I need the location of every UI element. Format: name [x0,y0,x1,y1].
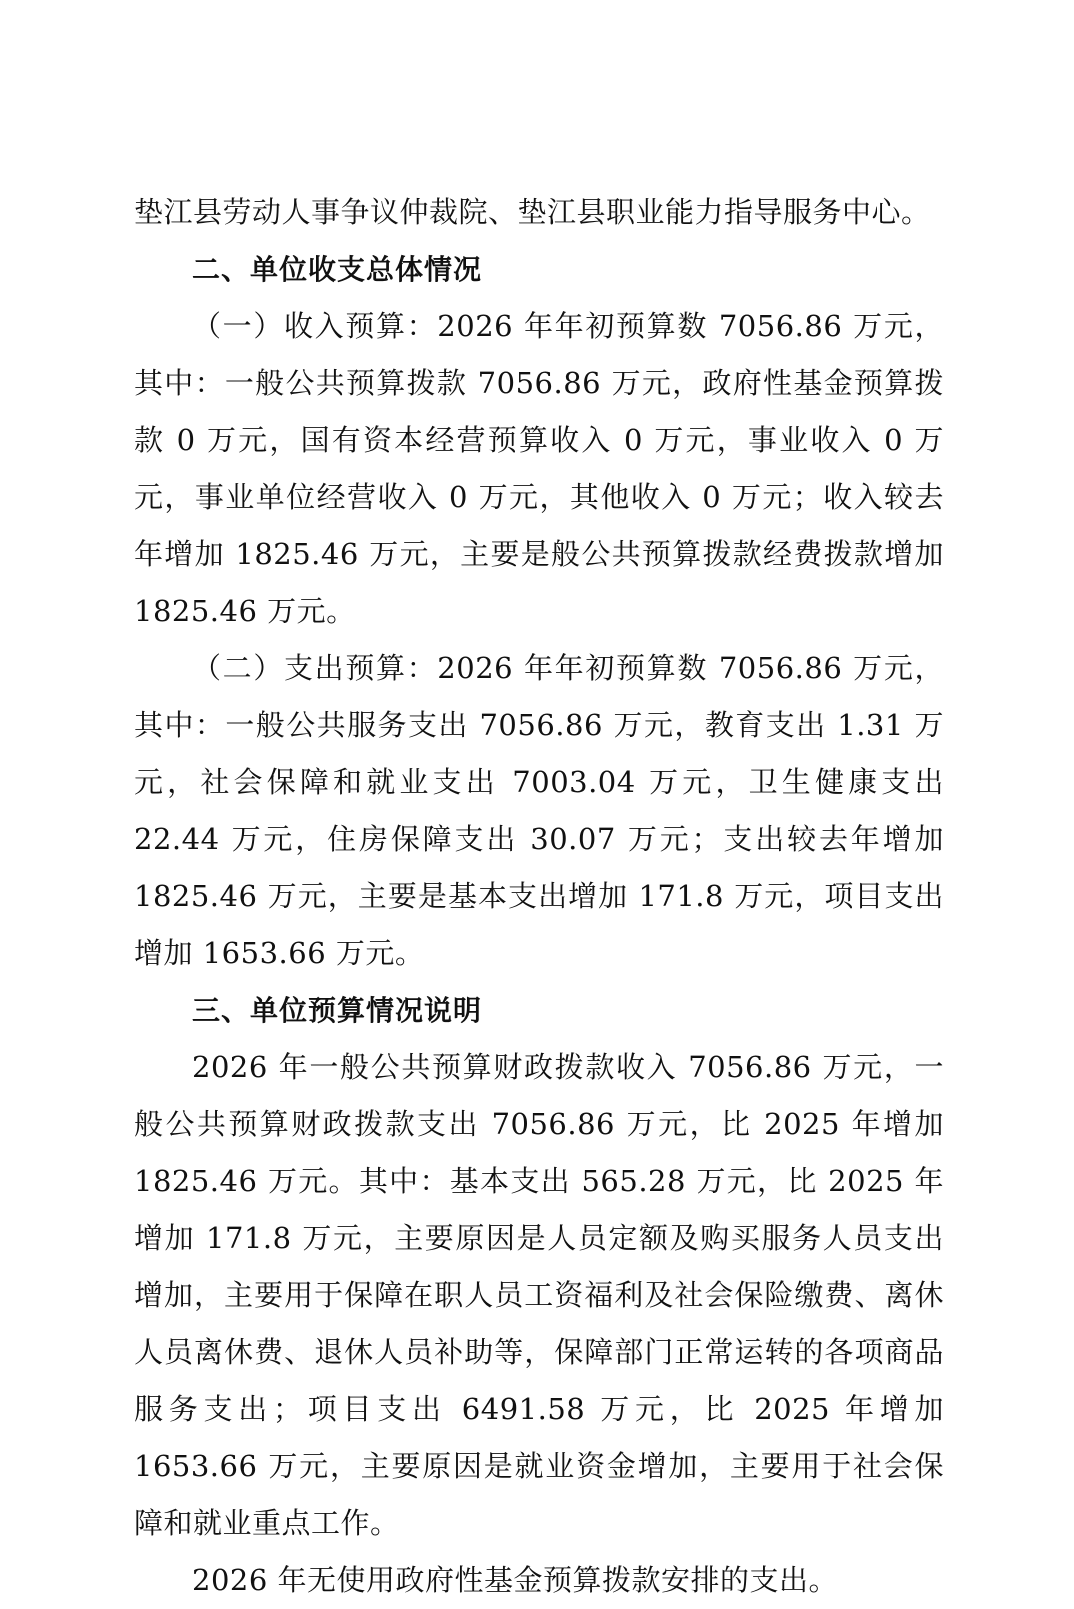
heading-income-expense-overview: 二、单位收支总体情况 [192,253,483,286]
paragraph-government-fund: 2026 年无使用政府性基金预算拨款安排的支出。 [192,1563,839,1597]
document-body [134,184,944,1609]
paragraph-expense-budget: （二）支出预算：2026 年年初预算数 7056.86 万元，其中：一般公共服务支出 7056.86 万元，教育支出 1.31 万元，社会保障和就业支出 7003.04 万元，卫生健康支出 22.44 万元，住房保障支出 30.07 万元；支出较去年增加 1825.46 万元，主要是基本支出增加 171.8 万元，项目支出增加 1653.66 万元。 [134,651,944,970]
paragraph-income-budget: （一）收入预算：2026 年年初预算数 7056.86 万元，其中：一般公共预算拨款 7056.86 万元，政府性基金预算拨款 0 万元，国有资本经营预算收入 0 万元，事业收入 0 万元，事业单位经营收入 0 万元，其他收入 0 万元；收入较去年增加 1825.46 万元，主要是般公共预算拨款经费拨款增加 1825.46 万元。 [134,309,944,628]
paragraph-unit-list-end: 垫江县劳动人事争议仲裁院、垫江县职业能力指导服务中心。 [134,195,931,229]
heading-budget-explanation: 三、单位预算情况说明 [192,994,483,1027]
paragraph-general-public-budget: 2026 年一般公共预算财政拨款收入 7056.86 万元，一般公共预算财政拨款支出 7056.86 万元，比 2025 年增加 1825.46 万元。其中：基本支出 565.28 万元，比 2025 年增加 171.8 万元，主要原因是人员定额及购买服务人员支出增加，主要用于保障在职人员工资福利及社会保险缴费、离休人员离休费、退休人员补助等，保障部门正常运转的各项商品服务支出；项目支出 6491.58 万元，比 2025 年增加 1653.66 万元，主要原因是就业资金增加，主要用于社会保障和就业重点工作。 [134,1050,944,1540]
